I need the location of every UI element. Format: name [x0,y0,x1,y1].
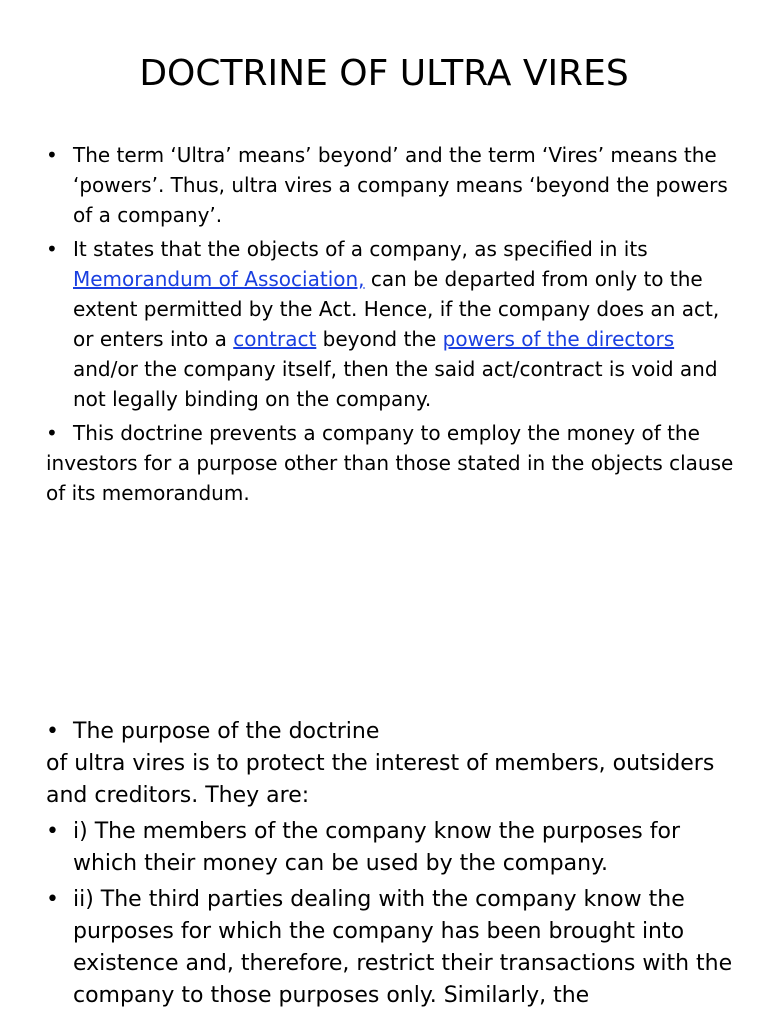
continuation-text: of ultra vires is to protect the interest of members, outsiders and creditors. They are: [46,751,715,808]
bullet-objects-of-company [46,234,736,414]
slide-2-body [46,716,736,1016]
slide-2 [0,700,768,1024]
bullet-doctrine-prevents [46,418,736,448]
bullet-text: The purpose of the doctrine [73,719,380,744]
slide-1-body [46,140,736,512]
memorandum-of-association-link[interactable]: Memorandum of Association, [73,267,365,291]
bullet-purpose-of-doctrine [46,716,736,748]
bullet-text: ii) The third parties dealing with the company know the purposes for which the company has been brought into existence and, therefore, restrict their transactions with the company to those purposes only. Similarly, the [73,887,733,1008]
bullet-text: This doctrine prevents a company to employ the money of the [73,421,700,445]
bullet-text: The term ‘Ultra’ means’ beyond’ and the term ‘Vires’ means the ‘powers’. Thus, ultra vires a company means ‘beyond the powers of a company’. [73,143,728,227]
bullet-ultra-vires-definition [46,140,736,230]
bullet-continuation [46,448,736,508]
bullet-members-know [46,816,736,880]
bullet-text-part: beyond the [316,327,443,351]
bullet-continuation [46,748,736,812]
powers-of-directors-link[interactable]: powers of the directors [442,327,675,351]
bullet-text-part: It states that the objects of a company, as specified in its [73,237,648,261]
contract-link[interactable]: contract [233,327,317,351]
bullet-text-part: can be departed from only to the extent permitted by the Act. Hence, if the company does an act, or enters into a [73,267,720,351]
bullet-third-parties [46,884,736,1012]
bullet-text-part: and/or the company itself, then the said act/contract is void and not legally binding on the company. [73,357,718,411]
bullet-text: i) The members of the company know the purposes for which their money can be used by the company. [73,819,680,876]
continuation-text: investors for a purpose other than those stated in the objects clause of its memorandum. [46,451,734,505]
slide-title: DOCTRINE OF ULTRA VIRES [139,53,629,94]
